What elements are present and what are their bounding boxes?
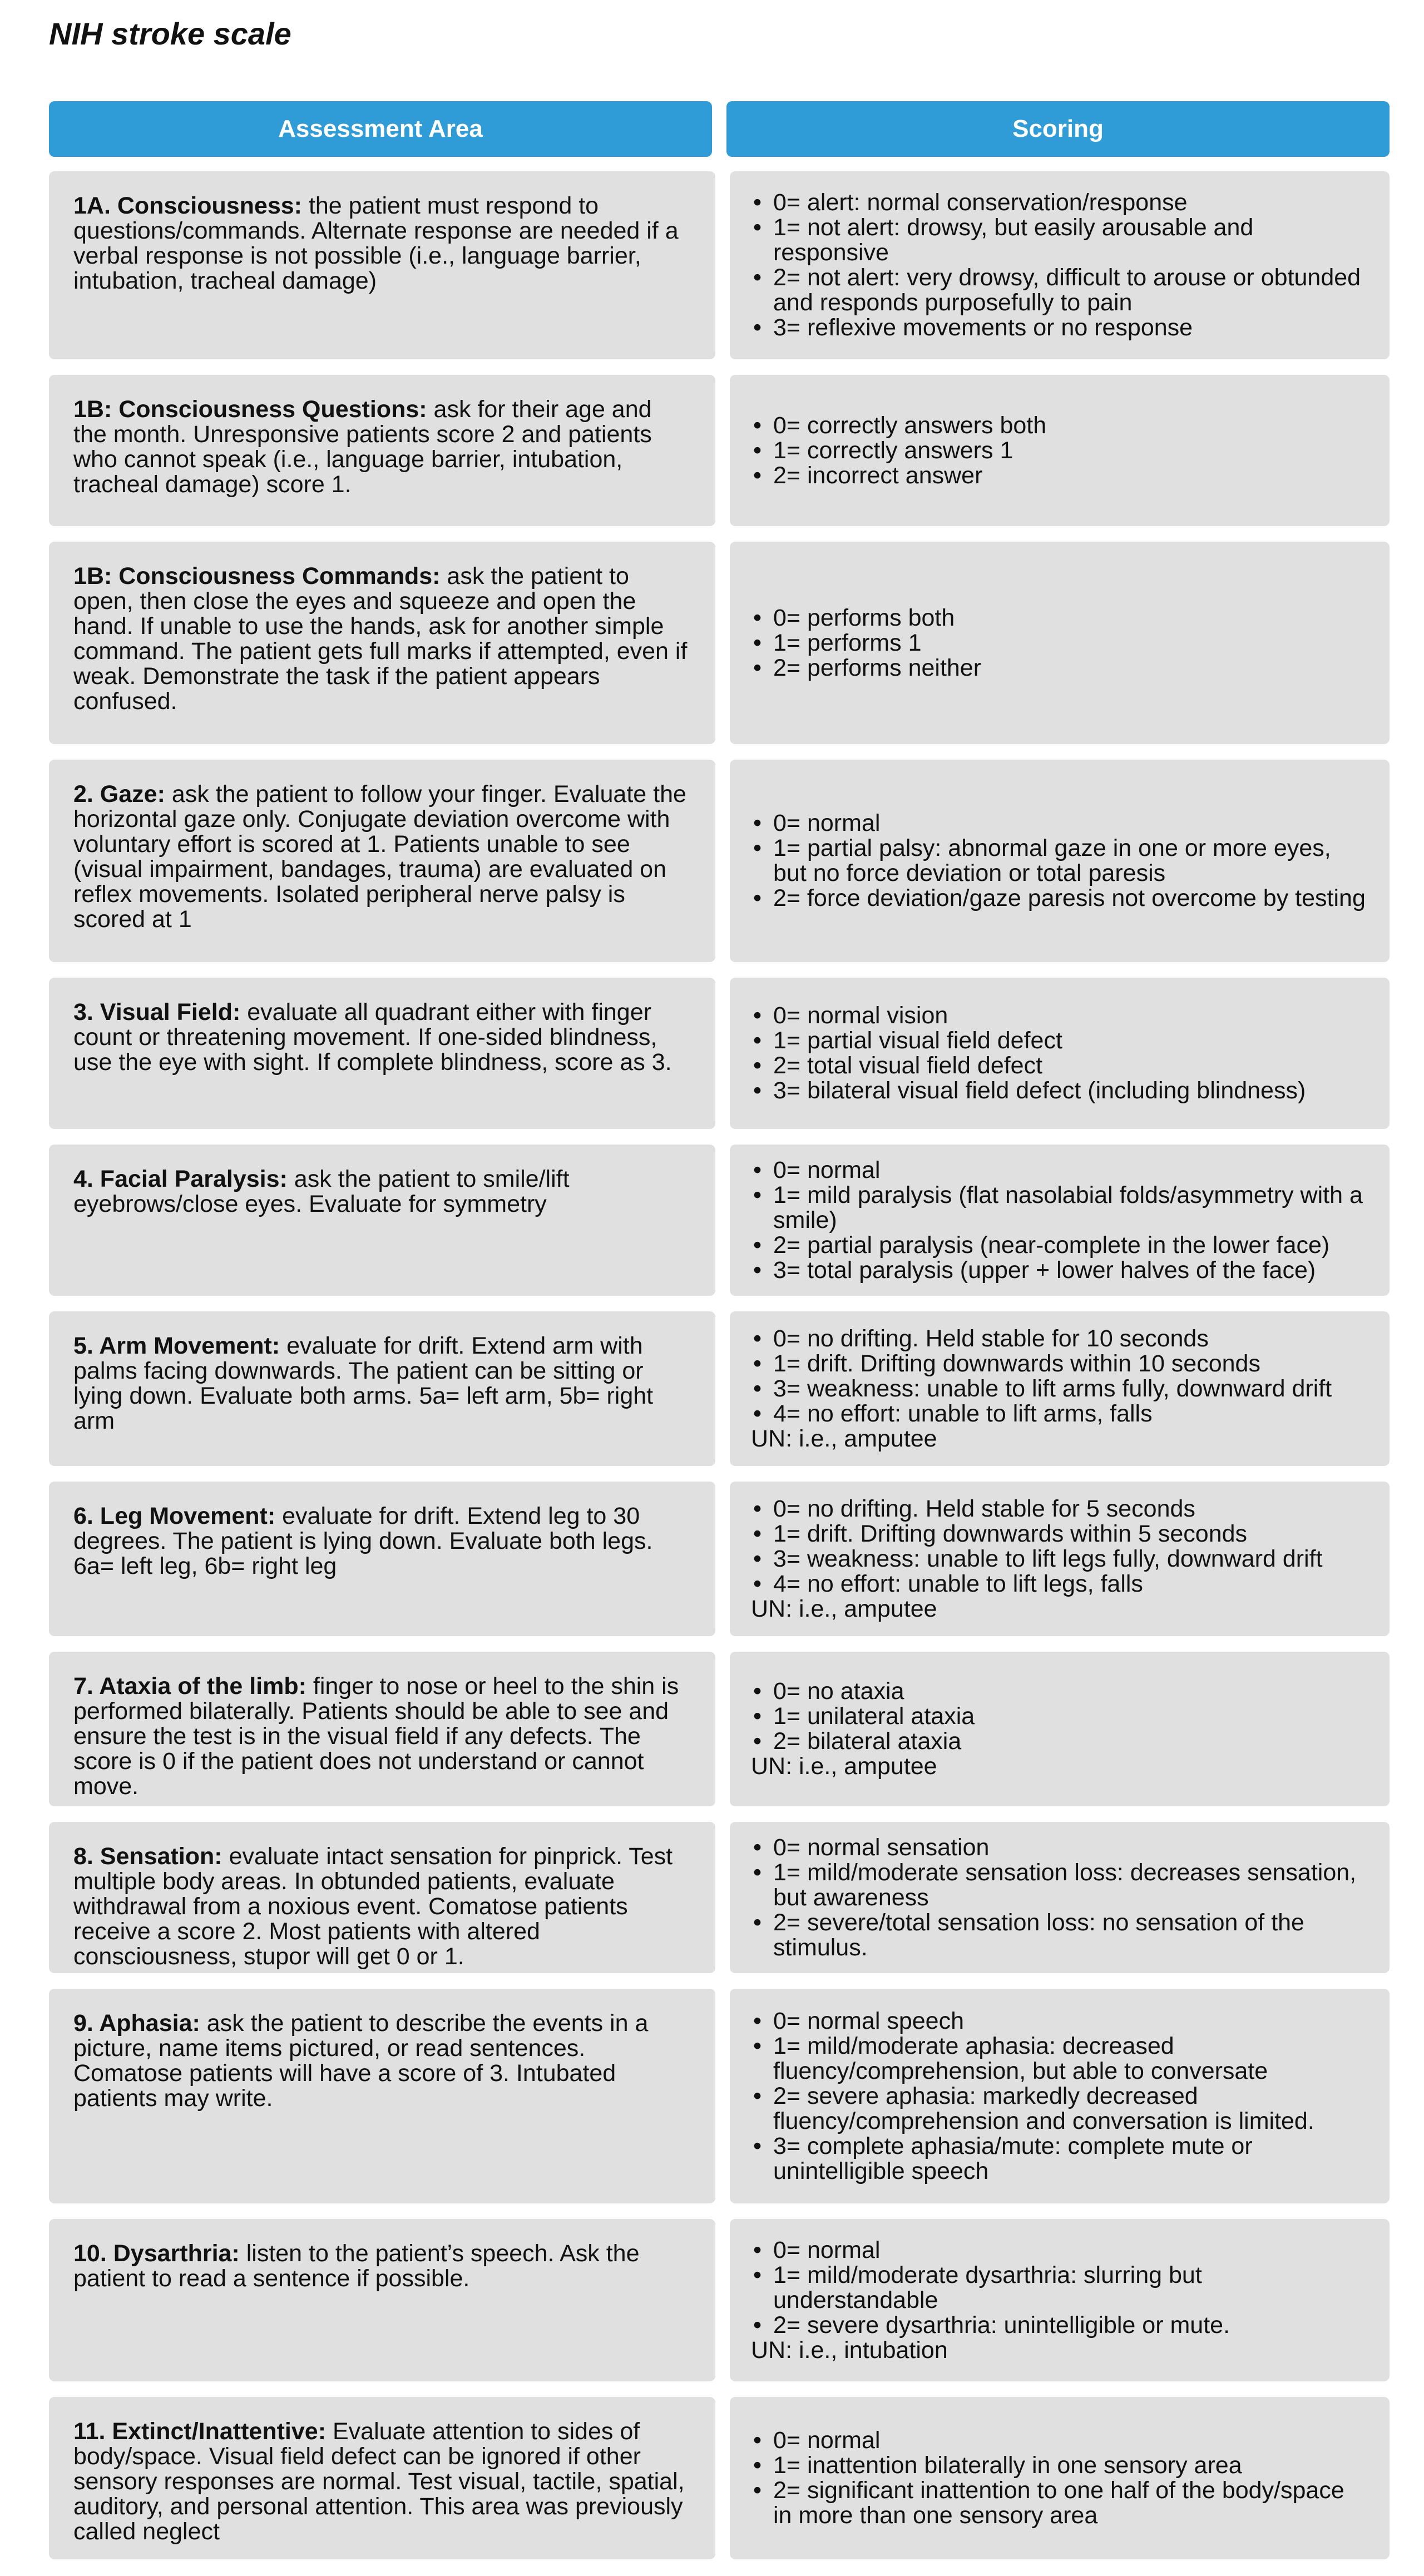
score-item: • 1= partial palsy: abnormal gaze in one or more eyes, but no force deviation or total paresis	[751, 836, 1368, 886]
score-item: • 3= complete aphasia/mute: complete mute or unintelligible speech	[751, 2134, 1368, 2184]
scoring-list	[751, 1326, 1368, 1426]
scoring-cell	[730, 1311, 1390, 1466]
table-row	[49, 171, 1390, 359]
scoring-list	[751, 1497, 1368, 1597]
assessment-area-cell	[49, 1989, 715, 2203]
header-assessment-area: Assessment Area	[49, 101, 712, 157]
assessment-area-title: 9. Aphasia:	[73, 2010, 200, 2037]
scoring-cell	[730, 1822, 1390, 1973]
header-scoring: Scoring	[726, 101, 1390, 157]
score-item: • 0= no drifting. Held stable for 10 seconds	[751, 1326, 1368, 1351]
scoring-list	[751, 1835, 1368, 1960]
score-item: • 0= normal	[751, 2428, 1368, 2453]
score-item: • 2= total visual field defect	[751, 1053, 1368, 1078]
score-item: • 1= partial visual field defect	[751, 1028, 1368, 1053]
assessment-area-cell	[49, 1652, 715, 1806]
score-item: • 0= normal speech	[751, 2009, 1368, 2034]
assessment-area-text: ask the patient to open, then close the eyes and squeeze and open the hand. If unable to use the hands, ask for another simple command. The patient gets full marks if attempted, even if weak. Demonstrate the task if the patient appears confused.	[73, 563, 688, 715]
score-item: • 3= weakness: unable to lift arms fully, downward drift	[751, 1376, 1368, 1401]
score-note: UN: i.e., amputee	[751, 1425, 937, 1452]
scoring-cell	[730, 2397, 1390, 2559]
assessment-area-title: 5. Arm Movement:	[73, 1332, 280, 1359]
scoring-list	[751, 2428, 1368, 2528]
score-item: • 3= bilateral visual field defect (including blindness)	[751, 1078, 1368, 1103]
assessment-area-cell	[49, 2219, 715, 2381]
scoring-list	[751, 1158, 1368, 1283]
score-item: • 0= correctly answers both	[751, 413, 1368, 438]
scoring-cell	[730, 1989, 1390, 2203]
scoring-cell	[730, 978, 1390, 1129]
score-item: • 1= performs 1	[751, 631, 1368, 656]
score-item: • 1= unilateral ataxia	[751, 1704, 1368, 1729]
table-row	[49, 375, 1390, 526]
table-row	[49, 1822, 1390, 1973]
score-item: • 1= correctly answers 1	[751, 438, 1368, 463]
page-title: NIH stroke scale	[49, 16, 291, 51]
scoring-list	[751, 2009, 1368, 2184]
assessment-area-cell	[49, 1145, 715, 1296]
score-item: • 2= significant inattention to one half of the body/space in more than one sensory area	[751, 2478, 1368, 2528]
assessment-area-text: evaluate all quadrant either with finger count or threatening movement. If one-sided blindness, use the eye with sight. If complete blindness, score as 3.	[73, 999, 672, 1076]
assessment-area-cell	[49, 978, 715, 1129]
assessment-area-cell	[49, 375, 715, 526]
assessment-area-text: evaluate for drift. Extend arm with palms facing downwards. The patient can be sitting or lying down. Evaluate both arms. 5a= left arm, 5b= right arm	[73, 1332, 654, 1434]
table-row	[49, 1652, 1390, 1806]
score-item: • 2= force deviation/gaze paresis not overcome by testing	[751, 886, 1368, 911]
table-row	[49, 1482, 1390, 1636]
table-row	[49, 1145, 1390, 1296]
table-row	[49, 1989, 1390, 2203]
scoring-list	[751, 2238, 1368, 2338]
score-item: • 2= performs neither	[751, 656, 1368, 681]
table-row	[49, 760, 1390, 962]
assessment-area-text: ask the patient to follow your finger. Evaluate the horizontal gaze only. Conjugate deviation overcome with voluntary effort is scored at 1. Patients unable to see (visual impairment, bandages, trauma) are evaluated on reflex movements. Isolated peripheral nerve palsy is scored at 1	[73, 781, 686, 933]
scoring-list	[751, 606, 1368, 681]
assessment-area-title: 4. Facial Paralysis:	[73, 1166, 288, 1192]
assessment-area-title: 1B: Consciousness Commands:	[73, 563, 441, 589]
scoring-cell	[730, 1652, 1390, 1806]
assessment-area-text: ask for their age and the month. Unresponsive patients score 2 and patients who cannot speak (i.e., language barrier, intubation, tracheal damage) score 1.	[73, 396, 652, 498]
assessment-area-title: 11. Extinct/Inattentive:	[73, 2418, 327, 2445]
score-note: UN: i.e., amputee	[751, 1753, 937, 1780]
score-item: • 2= incorrect answer	[751, 463, 1368, 488]
scoring-list	[751, 1679, 1368, 1754]
score-item: • 2= bilateral ataxia	[751, 1729, 1368, 1754]
assessment-area-text: finger to nose or heel to the shin is performed bilaterally. Patients should be able to see and ensure the test is in the visual field if any defects. The score is 0 if the patient does not understand or cannot move.	[73, 1673, 679, 1800]
score-item: • 4= no effort: unable to lift legs, falls	[751, 1572, 1368, 1597]
score-item: • 1= mild/moderate aphasia: decreased fluency/comprehension, but able to conversate	[751, 2034, 1368, 2084]
score-item: • 2= severe/total sensation loss: no sensation of the stimulus.	[751, 1910, 1368, 1960]
score-item: • 1= inattention bilaterally in one sensory area	[751, 2453, 1368, 2478]
scoring-cell	[730, 542, 1390, 744]
score-item: • 2= severe dysarthria: unintelligible or mute.	[751, 2313, 1368, 2338]
score-item: • 0= no ataxia	[751, 1679, 1368, 1704]
score-item: • 0= normal	[751, 2238, 1368, 2263]
assessment-area-text: the patient must respond to questions/commands. Alternate response are needed if a verbal response is not possible (i.e., language barrier, intubation, tracheal damage)	[73, 192, 679, 294]
assessment-area-title: 7. Ataxia of the limb:	[73, 1673, 306, 1700]
score-item: • 1= drift. Drifting downwards within 5 seconds	[751, 1522, 1368, 1547]
assessment-area-title: 6. Leg Movement:	[73, 1503, 276, 1529]
assessment-area-title: 10. Dysarthria:	[73, 2240, 240, 2267]
scoring-list	[751, 190, 1368, 340]
scoring-cell	[730, 2219, 1390, 2381]
score-item: • 1= mild/moderate sensation loss: decreases sensation, but awareness	[751, 1860, 1368, 1910]
score-item: • 3= reflexive movements or no response	[751, 315, 1368, 340]
nih-stroke-scale-table	[49, 101, 1390, 2559]
assessment-area-cell	[49, 171, 715, 359]
score-item: • 1= drift. Drifting downwards within 10 seconds	[751, 1351, 1368, 1376]
assessment-area-title: 1A. Consciousness:	[73, 192, 302, 219]
scoring-cell	[730, 171, 1390, 359]
scoring-cell	[730, 375, 1390, 526]
assessment-area-cell	[49, 2397, 715, 2559]
score-item: • 0= normal vision	[751, 1003, 1368, 1028]
table-body	[49, 171, 1390, 2559]
score-item: • 0= normal	[751, 811, 1368, 836]
score-item: • 0= alert: normal conservation/response	[751, 190, 1368, 215]
score-note: UN: i.e., intubation	[751, 2336, 948, 2364]
assessment-area-text: evaluate for drift. Extend leg to 30 degrees. The patient is lying down. Evaluate both legs. 6a= left leg, 6b= right leg	[73, 1503, 653, 1579]
assessment-area-title: 1B: Consciousness Questions:	[73, 396, 427, 423]
scoring-cell	[730, 1145, 1390, 1296]
score-item: • 2= not alert: very drowsy, difficult to arouse or obtunded and responds purposefully to pain	[751, 265, 1368, 315]
assessment-area-cell	[49, 1311, 715, 1466]
assessment-area-text: Evaluate attention to sides of body/space. Visual field defect can be ignored if other sensory responses are normal. Test visual, tactile, spatial, auditory, and personal attention. This area was previously called neglect	[73, 2418, 685, 2545]
score-item: • 4= no effort: unable to lift arms, falls	[751, 1401, 1368, 1426]
assessment-area-cell	[49, 760, 715, 962]
table-row	[49, 2397, 1390, 2559]
assessment-area-title: 3. Visual Field:	[73, 999, 241, 1026]
assessment-area-cell	[49, 1822, 715, 1973]
scoring-cell	[730, 760, 1390, 962]
score-item: • 0= no drifting. Held stable for 5 seconds	[751, 1497, 1368, 1522]
assessment-area-text: evaluate intact sensation for pinprick. Test multiple body areas. In obtunded patients, evaluate withdrawal from a noxious event. Comatose patients receive a score 2. Most patients with altered consciousness, stupor will get 0 or 1.	[73, 1843, 673, 1970]
table-row	[49, 2219, 1390, 2381]
score-item: • 3= total paralysis (upper + lower halves of the face)	[751, 1258, 1368, 1283]
assessment-area-text: ask the patient to smile/lift eyebrows/close eyes. Evaluate for symmetry	[73, 1166, 570, 1217]
score-item: • 3= weakness: unable to lift legs fully, downward drift	[751, 1547, 1368, 1572]
table-header-row	[49, 101, 1390, 157]
score-note: UN: i.e., amputee	[751, 1595, 937, 1622]
assessment-area-text: ask the patient to describe the events in a picture, name items pictured, or read sentences. Comatose patients will have a score of 3. Intubated patients may write.	[73, 2010, 649, 2112]
assessment-area-text: listen to the patient’s speech. Ask the patient to read a sentence if possible.	[73, 2240, 640, 2292]
assessment-area-title: 8. Sensation:	[73, 1843, 222, 1870]
table-row	[49, 1311, 1390, 1466]
table-row	[49, 978, 1390, 1129]
score-item: • 1= not alert: drowsy, but easily arousable and responsive	[751, 215, 1368, 265]
score-item: • 0= normal	[751, 1158, 1368, 1183]
scoring-list	[751, 1003, 1368, 1103]
score-item: • 2= partial paralysis (near-complete in the lower face)	[751, 1233, 1368, 1258]
score-item: • 1= mild paralysis (flat nasolabial folds/asymmetry with a smile)	[751, 1183, 1368, 1233]
score-item: • 2= severe aphasia: markedly decreased fluency/comprehension and conversation is limited.	[751, 2084, 1368, 2134]
score-item: • 0= normal sensation	[751, 1835, 1368, 1860]
scoring-list	[751, 413, 1368, 488]
score-item: • 0= performs both	[751, 606, 1368, 631]
assessment-area-cell	[49, 542, 715, 744]
table-row	[49, 542, 1390, 744]
scoring-list	[751, 811, 1368, 911]
assessment-area-cell	[49, 1482, 715, 1636]
assessment-area-title: 2. Gaze:	[73, 781, 165, 808]
score-item: • 1= mild/moderate dysarthria: slurring but understandable	[751, 2263, 1368, 2313]
scoring-cell	[730, 1482, 1390, 1636]
